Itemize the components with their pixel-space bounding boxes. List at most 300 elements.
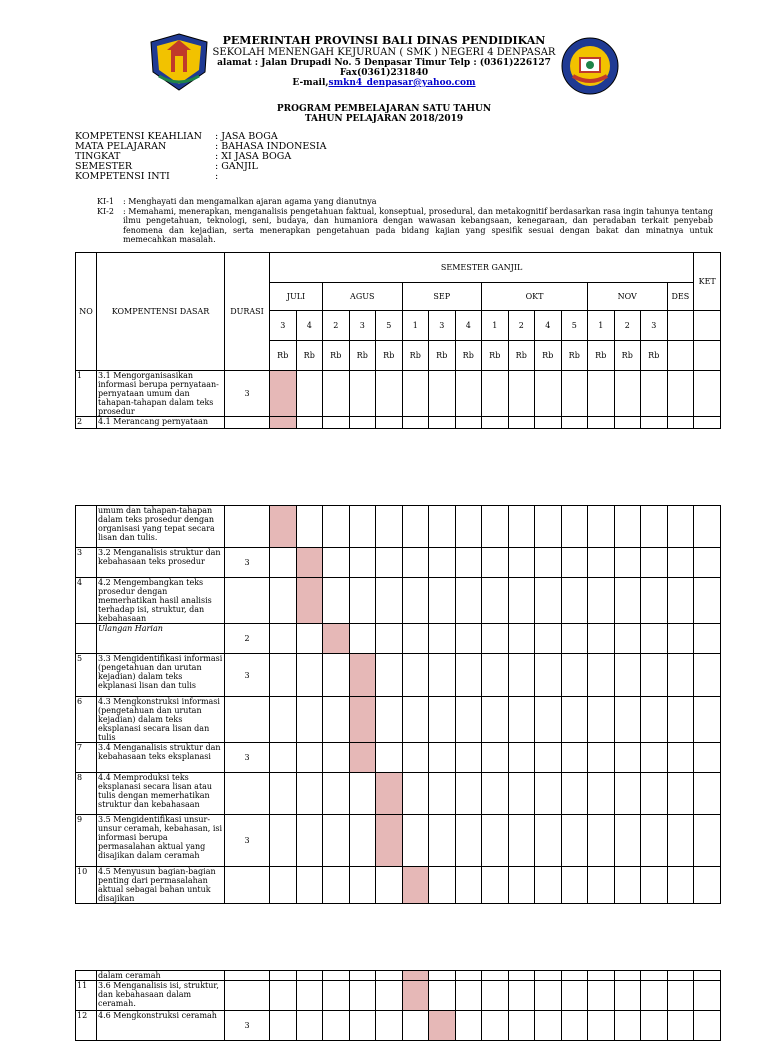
- week-cell: [482, 624, 509, 654]
- week-cell: [402, 815, 429, 867]
- week-cell: [296, 773, 323, 815]
- week-cell: [376, 417, 403, 429]
- week-cell: [588, 981, 615, 1011]
- ket-blank: [694, 341, 721, 371]
- cell-no: 4: [76, 578, 97, 624]
- week-header: 2: [614, 311, 641, 341]
- week-header: 4: [535, 311, 562, 341]
- week-cell: [667, 624, 694, 654]
- week-cell: [535, 654, 562, 697]
- cell-ket: [694, 578, 721, 624]
- cell-kompetensi: umum dan tahapan-tahapan dalam teks prosedur dengan organisasi yang tepat secara lisan dan tulis.: [97, 506, 225, 548]
- week-cell: [323, 867, 350, 904]
- week-cell: [535, 578, 562, 624]
- cell-durasi: [225, 971, 270, 981]
- week-header: [667, 311, 694, 341]
- week-cell: [614, 506, 641, 548]
- week-cell: [455, 578, 482, 624]
- week-cell: [641, 743, 668, 773]
- week-cell: [588, 654, 615, 697]
- cell-no: 1: [76, 371, 97, 417]
- week-cell: [482, 548, 509, 578]
- week-unit: Rb: [455, 341, 482, 371]
- week-cell: [296, 981, 323, 1011]
- header-row-1: [76, 253, 721, 283]
- week-cell: [667, 981, 694, 1011]
- table-row: [76, 578, 721, 624]
- week-cell: [641, 867, 668, 904]
- week-unit-blank: [667, 341, 694, 371]
- cell-kompetensi: 3.1 Mengorganisasikan informasi berupa pernyataan-pernyataan umum dan tahapan-tahapan dalam teks prosedur: [97, 371, 225, 417]
- cell-kompetensi: 4.6 Mengkonstruksi ceramah: [97, 1011, 225, 1041]
- week-cell: [349, 548, 376, 578]
- header-semester: SEMESTER GANJIL: [270, 253, 694, 283]
- week-cell: [296, 743, 323, 773]
- week-cell: [482, 506, 509, 548]
- week-cell: [402, 578, 429, 624]
- week-cell: [588, 578, 615, 624]
- week-cell: [561, 773, 588, 815]
- cell-ket: [694, 654, 721, 697]
- week-cell: [667, 1011, 694, 1041]
- week-cell: [296, 867, 323, 904]
- week-cell: [482, 971, 509, 981]
- week-header: 5: [376, 311, 403, 341]
- week-cell: [614, 697, 641, 743]
- week-cell: [614, 578, 641, 624]
- week-cell: [376, 971, 403, 981]
- week-cell: [482, 743, 509, 773]
- week-cell: [561, 624, 588, 654]
- week-cell: [455, 981, 482, 1011]
- cell-durasi: [225, 417, 270, 429]
- week-cell: [296, 417, 323, 429]
- week-cell: [667, 417, 694, 429]
- week-cell: [482, 654, 509, 697]
- table-row: [76, 981, 721, 1011]
- ket-blank: [694, 311, 721, 341]
- cell-kompetensi: 3.3 Mengidentifikasi informasi (pengetahuan dan urutan kejadian) dalam teks ekplanasi lisan dan tulis: [97, 654, 225, 697]
- week-cell: [323, 743, 350, 773]
- cell-kompetensi: 3.5 Mengidentifikasi unsur-unsur ceramah, kebahasan, isi informasi berupa permasalahan aktual yang disajikan dalam ceramah: [97, 815, 225, 867]
- header-line-1: PEMERINTAH PROVINSI BALI DINAS PENDIDIKAN: [222, 34, 546, 47]
- cell-durasi: [225, 981, 270, 1011]
- week-cell: [455, 548, 482, 578]
- month-header: OKT: [482, 283, 588, 311]
- week-cell: [508, 371, 535, 417]
- week-cell: [376, 867, 403, 904]
- info-key: SEMESTER: [75, 161, 133, 172]
- week-cell: [455, 624, 482, 654]
- table-row: [76, 773, 721, 815]
- week-cell: [323, 548, 350, 578]
- week-cell: [508, 506, 535, 548]
- week-cell: [588, 971, 615, 981]
- week-cell: [561, 1011, 588, 1041]
- week-cell: [508, 654, 535, 697]
- cell-kompetensi: 4.4 Memproduksi teks eksplanasi secara lisan atau tulis dengan memerhatikan struktur dan kebahasaan: [97, 773, 225, 815]
- table-row: [76, 1011, 721, 1041]
- week-cell-scheduled: [402, 971, 429, 981]
- week-cell: [402, 654, 429, 697]
- week-cell: [535, 506, 562, 548]
- week-cell: [455, 971, 482, 981]
- week-cell: [588, 743, 615, 773]
- week-cell: [641, 624, 668, 654]
- week-cell: [482, 371, 509, 417]
- info-value: : GANJIL: [215, 161, 258, 172]
- month-header: DES: [667, 283, 694, 311]
- week-cell: [588, 624, 615, 654]
- week-cell: [614, 624, 641, 654]
- cell-no: 7: [76, 743, 97, 773]
- title-line-1: PROGRAM PEMBELAJARAN SATU TAHUN: [276, 104, 492, 114]
- week-cell: [455, 506, 482, 548]
- week-cell: [535, 743, 562, 773]
- info-key: MATA PELAJARAN: [75, 141, 167, 152]
- week-cell: [270, 697, 297, 743]
- week-cell: [561, 578, 588, 624]
- week-cell: [535, 1011, 562, 1041]
- week-cell: [508, 743, 535, 773]
- ki-row: [97, 197, 713, 207]
- week-cell: [270, 624, 297, 654]
- page-title: [0, 104, 768, 124]
- week-cell: [270, 578, 297, 624]
- ki-block: [97, 197, 713, 245]
- week-cell: [561, 697, 588, 743]
- week-cell: [667, 971, 694, 981]
- week-cell: [535, 867, 562, 904]
- week-cell: [614, 773, 641, 815]
- week-cell: [588, 548, 615, 578]
- table-row: [76, 971, 721, 981]
- week-cell-scheduled: [270, 506, 297, 548]
- cell-durasi: 3: [225, 815, 270, 867]
- table-row: [76, 867, 721, 904]
- week-cell: [482, 815, 509, 867]
- week-cell: [270, 1011, 297, 1041]
- week-cell: [376, 506, 403, 548]
- ki-value: : Menghayati dan mengamalkan ajaran agama yang dianutnya: [123, 197, 377, 206]
- header-fax: Fax(0361)231840: [339, 68, 429, 78]
- week-cell: [376, 1011, 403, 1041]
- week-cell-scheduled: [349, 697, 376, 743]
- cell-ket: [694, 981, 721, 1011]
- week-cell: [588, 417, 615, 429]
- week-cell: [402, 506, 429, 548]
- program-table-part-2: [75, 505, 721, 904]
- month-header: JULI: [270, 283, 323, 311]
- week-cell: [323, 371, 350, 417]
- week-cell: [482, 417, 509, 429]
- week-cell-scheduled: [349, 743, 376, 773]
- week-cell: [349, 867, 376, 904]
- ki-key: KI-2: [97, 206, 114, 216]
- table-row: [76, 548, 721, 578]
- cell-durasi: [225, 867, 270, 904]
- week-cell: [429, 624, 456, 654]
- week-cell: [429, 815, 456, 867]
- week-cell: [508, 773, 535, 815]
- week-cell-scheduled: [402, 867, 429, 904]
- week-cell: [614, 654, 641, 697]
- week-cell: [561, 654, 588, 697]
- week-cell: [588, 506, 615, 548]
- week-cell: [429, 971, 456, 981]
- week-cell: [641, 654, 668, 697]
- week-header: 2: [323, 311, 350, 341]
- week-cell: [561, 506, 588, 548]
- week-cell: [349, 506, 376, 548]
- week-cell: [535, 981, 562, 1011]
- cell-kompetensi: 3.4 Menganalisis struktur dan kebahasaan teks eksplanasi: [97, 743, 225, 773]
- week-cell: [270, 815, 297, 867]
- info-key: KOMPETENSI KEAHLIAN: [75, 131, 202, 142]
- cell-no: 9: [76, 815, 97, 867]
- week-cell: [535, 815, 562, 867]
- week-cell: [667, 815, 694, 867]
- week-cell: [429, 867, 456, 904]
- week-cell: [376, 697, 403, 743]
- week-header: 3: [349, 311, 376, 341]
- week-cell: [508, 971, 535, 981]
- week-cell: [349, 371, 376, 417]
- week-cell: [641, 1011, 668, 1041]
- week-cell: [455, 1011, 482, 1041]
- week-cell: [667, 867, 694, 904]
- ki-value: : Memahami, menerapkan, menganalisis pengetahuan faktual, konseptual, prosedural, dan metakognitif berdasarkan rasa ingin tahunya tentang ilmu pengetahuan, teknologi, seni, budaya, dan humaniora dengan wawasan kebangsaan, kenegaraan, dan peradaban terkait penyebab fenomena dan kejadian, serta menerapkan pengetahuan pada bidang kajian yang spesifik sesuai dengan bakat dan minatnya untuk memecahkan masalah.: [123, 206, 713, 244]
- week-cell: [641, 371, 668, 417]
- week-cell: [508, 1011, 535, 1041]
- cell-durasi: [225, 697, 270, 743]
- ki-key: KI-1: [97, 197, 114, 206]
- week-cell: [402, 548, 429, 578]
- week-cell: [667, 548, 694, 578]
- week-cell-scheduled: [402, 981, 429, 1011]
- table-row: [76, 654, 721, 697]
- week-cell: [296, 506, 323, 548]
- cell-ket: [694, 506, 721, 548]
- week-cell: [402, 371, 429, 417]
- week-cell: [270, 743, 297, 773]
- week-cell: [508, 578, 535, 624]
- info-row: [75, 172, 326, 182]
- week-cell: [323, 506, 350, 548]
- week-cell: [561, 981, 588, 1011]
- cell-ket: [694, 773, 721, 815]
- week-cell: [270, 981, 297, 1011]
- cell-no: 3: [76, 548, 97, 578]
- info-key: TINGKAT: [75, 151, 121, 162]
- month-header: NOV: [588, 283, 668, 311]
- week-cell: [641, 417, 668, 429]
- week-cell: [270, 971, 297, 981]
- week-cell: [561, 815, 588, 867]
- week-cell: [508, 697, 535, 743]
- week-cell: [614, 743, 641, 773]
- week-cell: [402, 743, 429, 773]
- week-cell: [641, 697, 668, 743]
- week-cell: [323, 981, 350, 1011]
- week-cell: [323, 697, 350, 743]
- week-cell: [561, 548, 588, 578]
- week-cell: [270, 867, 297, 904]
- header-ket: KET: [694, 253, 721, 311]
- week-cell: [614, 867, 641, 904]
- week-cell: [641, 773, 668, 815]
- week-cell: [482, 697, 509, 743]
- email-link[interactable]: smkn4_denpasar@yahoo.com: [328, 78, 476, 88]
- cell-durasi: 3: [225, 743, 270, 773]
- week-cell: [667, 697, 694, 743]
- table-row: [76, 506, 721, 548]
- week-cell: [667, 506, 694, 548]
- week-cell: [535, 773, 562, 815]
- table-row: [76, 371, 721, 417]
- week-cell: [402, 773, 429, 815]
- info-value: :: [215, 171, 219, 182]
- week-cell: [323, 815, 350, 867]
- week-cell: [296, 654, 323, 697]
- week-cell: [349, 971, 376, 981]
- week-cell: [323, 1011, 350, 1041]
- cell-no: 2: [76, 417, 97, 429]
- table-row: [76, 743, 721, 773]
- week-cell: [455, 417, 482, 429]
- cell-kompetensi: Ulangan Harian: [97, 624, 225, 654]
- week-cell: [349, 417, 376, 429]
- cell-no: [76, 506, 97, 548]
- week-header: 3: [270, 311, 297, 341]
- week-cell: [482, 867, 509, 904]
- week-cell: [296, 815, 323, 867]
- week-cell: [296, 1011, 323, 1041]
- week-cell: [455, 867, 482, 904]
- cell-ket: [694, 417, 721, 429]
- week-cell-scheduled: [376, 815, 403, 867]
- week-cell: [323, 654, 350, 697]
- week-cell: [349, 981, 376, 1011]
- week-cell: [429, 654, 456, 697]
- week-cell: [455, 697, 482, 743]
- week-cell: [455, 371, 482, 417]
- cell-no: 12: [76, 1011, 97, 1041]
- cell-no: 10: [76, 867, 97, 904]
- week-cell: [535, 624, 562, 654]
- week-cell: [376, 371, 403, 417]
- week-unit: Rb: [323, 341, 350, 371]
- program-table-part-3: [75, 970, 721, 1041]
- week-cell: [614, 1011, 641, 1041]
- week-cell: [455, 773, 482, 815]
- ki-row: [97, 207, 713, 245]
- cell-kompetensi: 3.6 Menganalisis isi, struktur, dan kebahasaan dalam ceramah.: [97, 981, 225, 1011]
- cell-no: [76, 971, 97, 981]
- week-unit: Rb: [535, 341, 562, 371]
- week-cell-scheduled: [270, 371, 297, 417]
- week-cell: [376, 624, 403, 654]
- week-cell: [349, 815, 376, 867]
- cell-kompetensi: 4.3 Mengkonstruksi informasi (pengetahuan dan urutan kejadian) dalam teks eksplanasi secara lisan dan tulis: [97, 697, 225, 743]
- cell-ket: [694, 548, 721, 578]
- week-cell: [508, 417, 535, 429]
- week-header: 5: [561, 311, 588, 341]
- week-unit: Rb: [482, 341, 509, 371]
- cell-no: 6: [76, 697, 97, 743]
- week-cell: [508, 981, 535, 1011]
- week-cell-scheduled: [376, 773, 403, 815]
- week-cell-scheduled: [270, 417, 297, 429]
- week-unit: Rb: [376, 341, 403, 371]
- week-cell: [402, 697, 429, 743]
- cell-kompetensi: 4.2 Mengembangkan teks prosedur dengan memerhatikan hasil analisis terhadap isi, struktur, dan kebahasaan: [97, 578, 225, 624]
- week-cell: [455, 743, 482, 773]
- table-row: [76, 624, 721, 654]
- week-cell: [402, 417, 429, 429]
- week-unit: Rb: [588, 341, 615, 371]
- cell-durasi: 3: [225, 654, 270, 697]
- week-cell: [641, 506, 668, 548]
- info-value: : BAHASA INDONESIA: [215, 141, 327, 152]
- week-cell: [429, 417, 456, 429]
- week-cell: [667, 371, 694, 417]
- month-header: AGUS: [323, 283, 403, 311]
- cell-durasi: 2: [225, 624, 270, 654]
- week-unit: Rb: [349, 341, 376, 371]
- week-cell-scheduled: [349, 654, 376, 697]
- week-cell: [429, 981, 456, 1011]
- week-cell: [561, 417, 588, 429]
- week-cell: [614, 981, 641, 1011]
- week-cell: [588, 815, 615, 867]
- cell-ket: [694, 697, 721, 743]
- week-cell: [641, 578, 668, 624]
- week-cell: [641, 548, 668, 578]
- week-cell: [323, 417, 350, 429]
- program-table-part-1: [75, 252, 721, 429]
- table-row: [76, 697, 721, 743]
- info-value: : JASA BOGA: [215, 131, 278, 142]
- week-cell: [667, 578, 694, 624]
- week-cell: [588, 1011, 615, 1041]
- week-cell: [429, 548, 456, 578]
- week-cell: [561, 743, 588, 773]
- week-cell: [296, 624, 323, 654]
- week-cell: [349, 773, 376, 815]
- month-header: SEP: [402, 283, 482, 311]
- week-unit: Rb: [508, 341, 535, 371]
- week-cell: [588, 867, 615, 904]
- week-cell: [270, 773, 297, 815]
- cell-no: 8: [76, 773, 97, 815]
- week-unit: Rb: [561, 341, 588, 371]
- week-cell: [508, 815, 535, 867]
- week-cell: [482, 981, 509, 1011]
- cell-ket: [694, 867, 721, 904]
- week-cell: [349, 1011, 376, 1041]
- header-line-2: SEKOLAH MENENGAH KEJURUAN ( SMK ) NEGERI 4 DENPASAR: [212, 47, 556, 58]
- info-value: : XI JASA BOGA: [215, 151, 292, 162]
- week-cell: [508, 867, 535, 904]
- week-unit: Rb: [402, 341, 429, 371]
- week-cell: [376, 578, 403, 624]
- week-cell: [349, 578, 376, 624]
- email-label: E-mail,: [292, 78, 329, 88]
- week-cell: [667, 654, 694, 697]
- cell-ket: [694, 971, 721, 981]
- week-header: 1: [402, 311, 429, 341]
